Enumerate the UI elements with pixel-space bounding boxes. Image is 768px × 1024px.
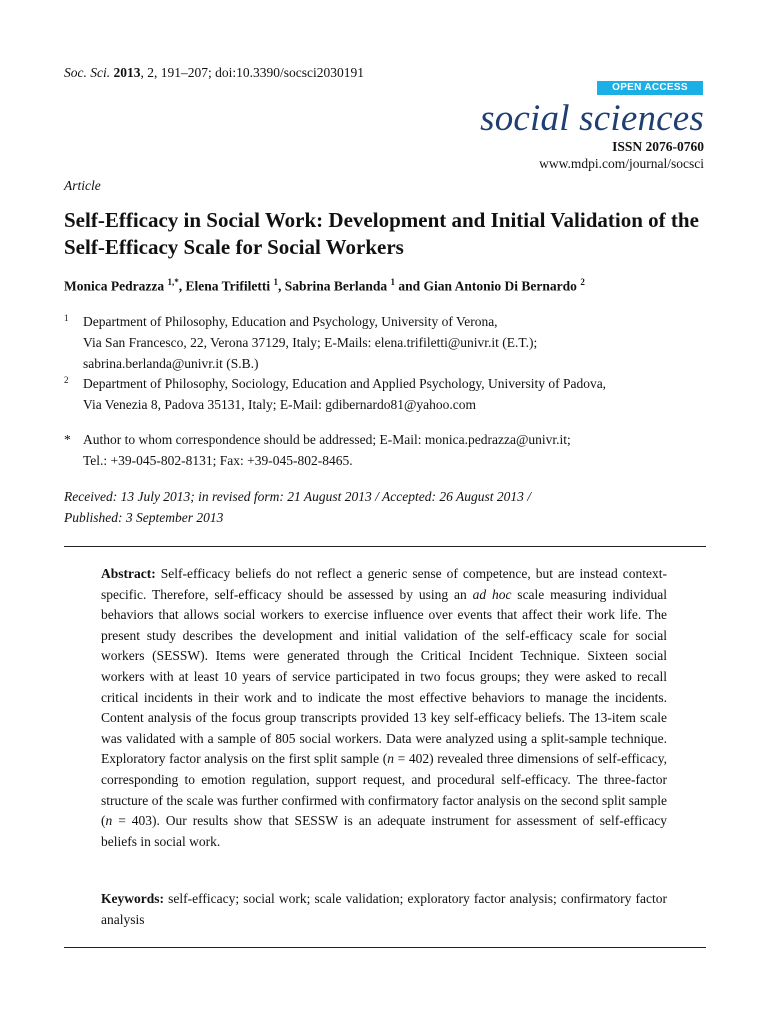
issn: ISSN 2076-0760 <box>612 139 704 154</box>
author-name: Gian Antonio Di Bernardo <box>423 278 577 294</box>
affiliation-number: 2 <box>64 375 69 385</box>
abstract-text: scale measuring individual behaviors that allows social workers to exercise influence over events that affect their work life. The present study describes the development and initial validation of the self-efficacy scale for social workers (SESSW). Items were generated through the Critical Incident Technique. Sixteen social workers with at least 10 years of service participated in two focus groups; they were asked to recall critical incidents in their work and to indicate the most effective behaviors to manage the incidents. Content analysis of the focus group transcripts provided 13 key self-efficacy beliefs. The 13-item scale was validated with a sample of 805 social workers. Data were analyzed using a split-sample technique. Exploratory factor analysis on the first split sample ( <box>101 586 667 767</box>
abstract-text: Self-efficacy beliefs do not reflect a generic sense of competence, but are instead context-specific. Therefore, self-efficacy should be assessed by using an <box>101 566 667 602</box>
abstract-label: Abstract: <box>101 566 156 581</box>
affiliation-line: sabrina.berlanda@univr.it (S.B.) <box>83 356 259 371</box>
correspondence-line: Author to whom correspondence should be addressed; E-Mail: monica.pedrazza@univr.it; <box>83 432 571 447</box>
keywords-label: Keywords: <box>101 891 164 906</box>
abstract-italic: n <box>105 813 113 829</box>
correspondence-line: Tel.: +39-045-802-8131; Fax: +39-045-802-8465. <box>83 453 353 468</box>
author-name: Sabrina Berlanda <box>284 278 388 294</box>
affiliation-line: Via Venezia 8, Padova 35131, Italy; E-Mail: gdibernardo81@yahoo.com <box>83 397 477 412</box>
citation-line <box>64 65 364 81</box>
divider-top <box>64 546 706 547</box>
article-title: Self-Efficacy in Social Work: Development and Initial Validation of the Self-Efficacy Scale for Social Workers <box>64 208 699 259</box>
affiliation-number: 1 <box>64 313 69 323</box>
open-access-badge: OPEN ACCESS <box>597 81 703 95</box>
citation-journal: Soc. Sci. <box>64 65 111 80</box>
author-separator: , <box>178 278 186 294</box>
author-affiliation-mark: 1 <box>273 277 278 287</box>
journal-name: social sciences <box>480 98 704 139</box>
correspondence-star: * <box>64 432 71 447</box>
abstract <box>101 564 667 852</box>
author-affiliation-mark: 1 <box>390 277 395 287</box>
journal-url[interactable]: www.mdpi.com/journal/socsci <box>539 156 704 171</box>
citation-details: , 2, 191–207; doi:10.3390/socsci2030191 <box>140 65 364 80</box>
article-type: Article <box>64 178 101 193</box>
author-affiliation-mark: 2 <box>580 277 585 287</box>
divider-bottom <box>64 947 706 948</box>
keywords <box>101 889 667 930</box>
author-separator: , <box>277 278 285 294</box>
author-list <box>64 277 585 295</box>
author-name: Elena Trifiletti <box>185 278 271 294</box>
author-name: Monica Pedrazza <box>64 278 165 294</box>
publication-dates <box>64 486 704 528</box>
affiliation-line: Department of Philosophy, Education and Psychology, University of Verona, <box>83 314 498 329</box>
dates-line: Received: 13 July 2013; in revised form: 21 August 2013 / Accepted: 26 August 2013 / <box>64 489 532 504</box>
affiliation-line: Via San Francesco, 22, Verona 37129, Italy; E-Mails: elena.trifiletti@univr.it (E.T.); <box>83 335 538 350</box>
abstract-text: = 402) revealed three dimensions of self-efficacy, corresponding to emotion regulation, support request, and procedural self-efficacy. The three-factor structure of the scale was further confirmed with confirmatory factor analysis on the second split sample ( <box>101 751 667 829</box>
affiliation-line: Department of Philosophy, Sociology, Education and Applied Psychology, University of Padova, <box>83 376 607 391</box>
abstract-italic: ad hoc <box>472 586 512 602</box>
keywords-text: self-efficacy; social work; scale validation; exploratory factor analysis; confirmatory factor analysis <box>101 891 668 927</box>
dates-line: Published: 3 September 2013 <box>64 510 224 525</box>
citation-year: 2013 <box>113 65 141 80</box>
abstract-italic: n <box>387 751 395 767</box>
author-affiliation-mark: 1,* <box>167 277 179 287</box>
author-separator: and <box>395 278 424 294</box>
abstract-text: = 403). Our results show that SESSW is an adequate instrument for assessment of self-efficacy beliefs in social work. <box>101 813 667 849</box>
